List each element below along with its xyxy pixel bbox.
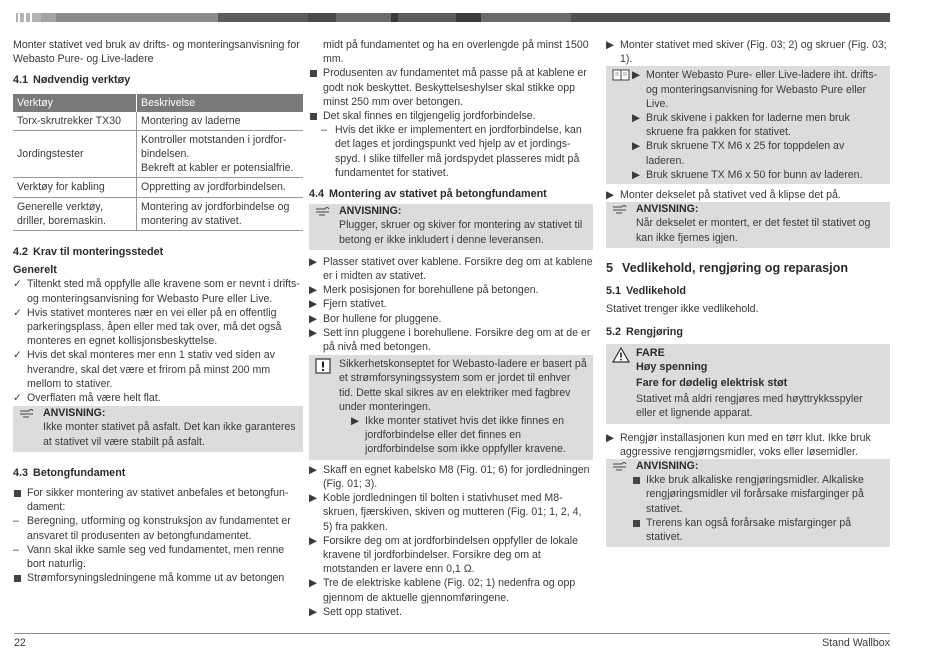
column-header: Verktøy <box>13 94 137 112</box>
notice-title: ANVISNING: <box>636 203 699 216</box>
step-item: ▶ Koble jordledningen til bolten i stativhuset med M8-skruen, fjærskiven, skiven og mutteren (Fig. 01; 1, 2, 4, 5) fra pakken. <box>309 492 582 533</box>
warning-triangle-icon <box>612 347 630 367</box>
table-cell: Jordingstester <box>13 130 137 178</box>
step-list <box>309 255 593 354</box>
notice-title: ANVISNING: <box>339 205 402 218</box>
pointing-hand-icon <box>19 408 37 422</box>
step-item: ▶ Skaff en egnet kabelsko M8 (Fig. 01; 6) for jordledningen (Fig. 01; 3). <box>309 463 590 490</box>
header-segment <box>336 13 391 22</box>
danger-subtitle: Høy spenning <box>636 360 708 373</box>
check-item: ✓ Overflaten må være helt flat. <box>13 392 161 405</box>
step-item: ▶ Plasser stativet over kablene. Forsikre deg om at kablene er i midten av stativet. <box>309 255 593 283</box>
header-segment <box>398 13 456 22</box>
section-5-1-heading: 5.1 Vedlikehold <box>606 285 687 298</box>
step-item: ▶ Sett inn pluggene i borehullene. Forsikre deg om at de er på nivå med betongen. <box>309 326 591 354</box>
table-row <box>13 178 303 197</box>
notice-box <box>13 406 303 452</box>
list-item: Ikke bruk alkaliske rengjøringsmidler. Alkaliske rengjøringsmidler vil forårsake misfarginger på stativet. <box>632 473 890 516</box>
step-item: ▶ Bruk skruene TX M6 x 25 for toppdelen av laderen. <box>632 140 845 167</box>
general-subheading: Generelt <box>13 264 57 277</box>
dash-item: – Vann skal ikke samle seg ved fundamentet, men renne bort naturlig. <box>13 543 285 571</box>
section-4-1-heading: 4.1 Nødvendig verktøy <box>13 74 131 87</box>
safety-text: Sikkerhetskonseptet for Webasto-ladere er basert på et strømforsyningssystem som er jordet til enhver tid. Dette skal sikres av en elektriker med fagbrev under monteringen. <box>339 358 587 413</box>
column-middle <box>309 38 593 619</box>
header-segment <box>456 13 481 22</box>
check-item: ✓ Hvis det skal monteres mer enn 1 stativ ved siden av hverandre, skal det være et frirom på minst 200 mm mellom to stativer. <box>13 349 275 390</box>
list-item: Produsenten av fundamentet må passe på at kablene er godt nok beskyttet. Beskyttelseshylser skal stikke opp minst 250 mm over betongen. <box>309 66 593 109</box>
column-header: Beskrivelse <box>137 94 304 112</box>
danger-text: Stativet må aldri rengjøres med høyttrykksspyler eller et lignende apparat. <box>636 393 863 420</box>
cell-line: Bekreft at kabler er potensialfrie. <box>141 162 294 175</box>
table-row <box>13 197 303 230</box>
section-4-2-heading: 4.2 Krav til monteringsstedet <box>13 246 164 259</box>
danger-title: FARE <box>636 346 665 359</box>
list-item: Strømforsyningsledningene må komme ut av betongen <box>13 571 303 585</box>
notice-text: Plugger, skruer og skiver for montering av stativet til betong er ikke inkludert i denne leveransen. <box>339 219 583 246</box>
header-color-bar <box>14 13 890 22</box>
header-segment <box>56 13 218 22</box>
check-icon: ✓ <box>13 278 22 291</box>
danger-subtitle: Fare for dødelig elektrisk støt <box>636 377 788 390</box>
notice-box <box>606 202 890 248</box>
check-item: ✓ Hvis stativet monteres nær en vei eller på en offentlig parkeringsplass, åpen eller med tak over, må det også monteres en egnet kollisjonsbeskyttelse. <box>13 306 282 348</box>
page-number: 22 <box>14 637 26 649</box>
tools-table <box>13 94 303 231</box>
table-cell: Verktøy for kabling <box>13 178 137 197</box>
book-icon <box>612 69 630 85</box>
list-item: For sikker montering av stativet anbefales et betongfun-dament: <box>13 486 303 514</box>
footer-title: Stand Wallbox <box>822 637 890 649</box>
section-4-3-heading: 4.3 Betongfundament <box>13 466 126 479</box>
table-cell <box>137 130 304 178</box>
table-cell: Generelle verktøy, driller, boremaskin. <box>13 197 137 230</box>
step-item: ▶ Bruk skruene TX M6 x 50 for bunn av laderen. <box>632 168 863 181</box>
table-cell: Montering av jordforbindelse og montering av stativet. <box>137 197 304 230</box>
notice-box <box>309 204 593 250</box>
notice-title: ANVISNING: <box>43 407 106 420</box>
table-row <box>13 112 303 131</box>
section-5-2-heading: 5.2 Rengjøring <box>606 326 683 339</box>
maintenance-text: Stativet trenger ikke vedlikehold. <box>606 303 759 316</box>
step-item: ▶ Forsikre deg om at jordforbindelsen oppfyller de lokale kravene til jordforbindelser. Forsikre deg om at motstanden er lavere enn 0,1 Ω. <box>309 534 578 576</box>
list-item: Trerens kan også forårsake misfarginger på stativet. <box>632 516 890 547</box>
step-item: ▶ Monter dekselet på stativet ved å klipse det på. <box>606 189 841 202</box>
step-list <box>309 463 593 619</box>
step-item: ▶ Rengjør installasjonen kun med en tørr klut. Ikke bruk aggressive rengjørngsmidler, voks eller løsemidler. <box>606 431 871 458</box>
table-cell: Oppretting av jordforbindelsen. <box>137 178 304 197</box>
safety-sub-item: ▶ Ikke monter stativet hvis det ikke finnes en jordforbindelse eller det finnes en jordforbindelse som ikke oppfyller kravene. <box>351 415 566 456</box>
section-4-4-heading: 4.4 Montering av stativet på betongfundament <box>309 188 547 201</box>
pointing-hand-icon <box>612 204 630 218</box>
dash-item: – Hvis det ikke er implementert en jordforbindelse, kan det lages et jordingspunkt ved hjelp av et jordings-spyd. I slike tilfeller må jordspydet plasseres midt på fundamentet for stativet. <box>321 124 582 179</box>
notice-box <box>606 459 890 547</box>
manual-reference-box <box>606 66 890 184</box>
header-segment <box>41 13 56 22</box>
list-item: Det skal finnes en tilgjengelig jordforbindelse. <box>309 109 593 123</box>
header-segment <box>391 13 398 22</box>
column-right <box>606 38 890 547</box>
pointing-hand-icon <box>612 461 630 475</box>
notice-text: Når dekselet er montert, er det festet til stativet og kan ikke fjernes igjen. <box>636 217 871 244</box>
dash-item: – Beregning, utforming og konstruksjon av fundamentet er ansvaret til produsenten av betongfundamentet. <box>13 515 291 542</box>
step-item: ▶ Sett opp stativet. <box>309 605 402 618</box>
intro-text: Monter stativet ved bruk av drifts- og monteringsanvisning for Webasto Pure- og Live-ladere <box>13 39 300 66</box>
continued-text: midt på fundamentet og ha en overlengde på minst 1500 mm. <box>323 39 589 66</box>
header-segment <box>308 13 336 22</box>
table-cell: Torx-skrutrekker TX30 <box>13 112 137 131</box>
check-item: ✓ Tiltenkt sted må oppfylle alle kravene som er nevnt i drifts- og monteringsanvisning for Webasto Pure eller Live. <box>13 278 300 305</box>
step-item: ▶ Tre de elektriske kablene (Fig. 02; 1) nedenfra og opp gjennom de aktuelle gjennomføringene. <box>309 577 576 604</box>
step-item: ▶ Monter stativet med skiver (Fig. 03; 2) og skruer (Fig. 03; 1). <box>606 39 887 66</box>
notice-text: Ikke monter stativet på asfalt. Det kan ikke garanteres at stativet vil være stabilt på asfalt. <box>43 421 296 448</box>
warning-icon <box>315 358 331 378</box>
step-item: ▶ Bor hullene for pluggene. <box>309 312 442 325</box>
header-segment <box>571 13 890 22</box>
cell-line: Kontroller motstanden i jordfor-bindelsen. <box>141 133 287 161</box>
notice-title: ANVISNING: <box>636 460 699 473</box>
step-item: ▶ Monter Webasto Pure- eller Live-ladere iht. drifts- og monteringsanvisning for Webasto Pure eller Live. <box>632 69 878 110</box>
table-cell: Montering av laderne <box>137 112 304 131</box>
step-item: ▶ Merk posisjonen for borehullene på betongen. <box>309 284 539 297</box>
column-left <box>13 38 303 586</box>
header-segment <box>218 13 308 22</box>
check-icon: ✓ <box>13 306 22 319</box>
header-segment <box>481 13 571 22</box>
check-icon: ✓ <box>13 392 22 405</box>
step-item: ▶ Bruk skivene i pakken for laderne men bruk skruene fra pakken for stativet. <box>632 112 850 139</box>
pointing-hand-icon <box>315 206 333 220</box>
table-row <box>13 130 303 178</box>
danger-box <box>606 344 890 424</box>
footer-divider <box>14 633 890 634</box>
table-header-row <box>13 94 303 112</box>
step-item: ▶ Fjern stativet. <box>309 298 387 311</box>
check-icon: ✓ <box>13 349 22 362</box>
safety-box <box>309 355 593 459</box>
section-5-heading: 5 Vedlikehold, rengjøring og reparasjon <box>606 260 849 275</box>
